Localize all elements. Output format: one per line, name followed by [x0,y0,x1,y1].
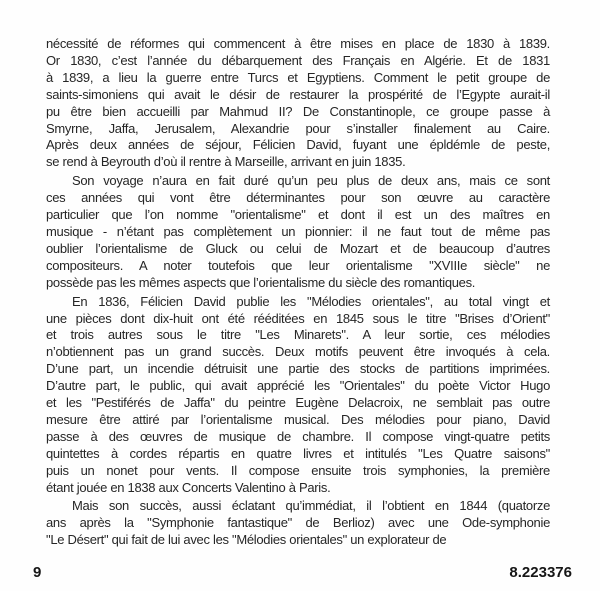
text-line: puis un nonet pour vents. Il compose ensuite trois symphonies, la première [46,462,550,478]
text-line: à 1839, a lieu la guerre entre Turcs et Egyptiens. Comment le petit groupe de [46,69,550,85]
paragraph [46,173,550,291]
text-line: possède pas les mêmes aspects que l’orientalisme du siècle des romantiques. [46,274,476,290]
text-line: musique - n’étant pas complètement un pionnier: il ne faut tout de même pas [46,223,550,239]
text-line: pu être bien accueilli par Mahmud II? De Constantinople, ce groupe passe à [46,103,550,119]
text-line: une pièces dont dix-huit ont été rééditées en 1845 sous le titre "Brises d’Orient" [46,310,550,326]
text-line: En 1836, Félicien David publie les "Mélodies orientales", au total vingt et [72,293,550,309]
page-number: 9 [33,564,42,581]
text-line: Smyrne, Jaffa, Jerusalem, Alexandrie pour s’installer finalement au Caire. [46,120,550,136]
text-line: nécessité de réformes qui commencent à être mises en place de 1830 à 1839. [46,36,550,51]
text-line: se rend à Beyrouth d’où il rentre à Marseille, arrivant en juin 1835. [46,154,406,170]
paragraph [46,36,550,171]
text-line: et trois autres sous le titre "Les Minarets". A leur sortie, ces mélodies [46,327,550,343]
text-line: "Le Désert" qui fait de lui avec les "Mélodies orientales" un explorateur de [46,532,447,548]
paragraph [46,498,550,549]
text-line: n’obtiennent pas un grand succès. Deux motifs peuvent être invoqués à cela. [46,344,550,360]
text-line: particulier que l’on nomme "orientalisme" et dont il est un des maîtres en [46,207,550,223]
text-line: passe à des œuvres de musique de chambre. Il compose vingt-quatre petits [46,428,550,444]
text-line: Or 1830, c’est l’année du débarquement des Français en Algérie. Et de 1831 [46,52,550,68]
text-block [46,36,550,551]
paragraph [46,294,550,497]
text-line: quintettes à cordes répartis en quatre livres et intitulés "Les Quatre saisons" [46,445,550,461]
text-line: saints-simoniens qui avait le désir de restaurer la prospérité de l’Egypte aurait-il [46,86,550,102]
page-footer [33,564,572,581]
text-line: Son voyage n’aura en fait duré qu’un peu plus de deux ans, mais ce sont [72,173,550,189]
text-line: ces années qui vont être déterminantes pour son œuvre au caractère [46,190,550,206]
text-line: et les "Pestiférés de Jaffa" du peintre Eugène Delacroix, ne semblait pas outre [46,395,550,411]
text-line: étant jouée en 1838 aux Concerts Valentino à Paris. [46,479,331,495]
text-line: Après deux années de séjour, Félicien David, fuyant une épldémle de peste, [46,137,550,153]
catalog-number: 8.223376 [509,564,572,581]
text-line: D’autre part, le public, qui avait apprécié les "Orientales" du poète Victor Hugo [46,378,550,394]
text-line: ans après la "Symphonie fantastique" de Berlioz) avec une Ode-symphonie [46,515,550,531]
text-line: mesure être attiré par l’orientalisme musical. Des mélodies pour piano, David [46,411,550,427]
text-line: compositeurs. A noter toutefois que leur orientalisme "XVIIIe siècle" ne [46,257,550,273]
text-line: Mais son succès, aussi éclatant qu’immédiat, il l’obtient en 1844 (quatorze [72,498,550,514]
text-line: oublier l’orientalisme de Gluck ou celui de Mozart et de beaucoup d’autres [46,240,550,256]
text-line: D’une part, un incendie détruisit une partie des stocks de partitions imprimées. [46,361,550,377]
